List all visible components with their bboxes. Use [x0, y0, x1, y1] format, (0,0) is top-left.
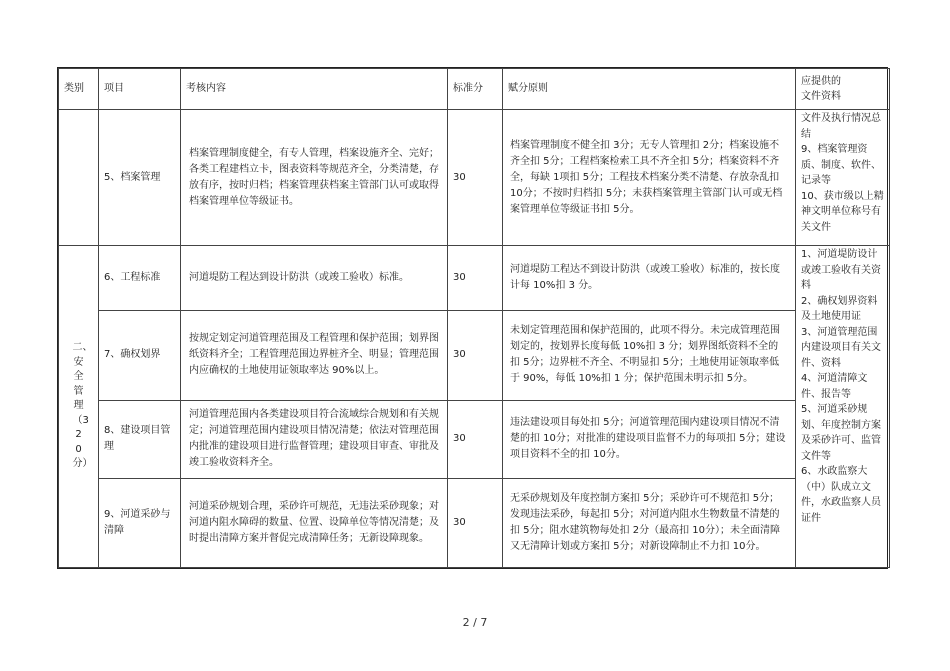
assessment-table-sheet	[57, 67, 888, 569]
category-label: 二、安全管理（320分）	[72, 342, 93, 470]
row-rule: 河道堤防工程达不到设计防洪（或竣工验收）标准的，按长度计每 10%扣 3 分。	[503, 246, 796, 311]
row-item: 9、河道采砂与清障	[99, 479, 181, 568]
table-row	[59, 400, 890, 479]
row-item: 6、工程标准	[99, 246, 181, 311]
row-content: 河道采砂规划合理，采砂许可规范，无违法采砂现象；对河道内阻水障碍的数量、位置、设障单位等情况清楚；及时提出清障方案并督促完成清障任务；无新设障现象。	[181, 479, 448, 568]
materials-item: 4、河道清障文件、报告等	[801, 373, 868, 400]
row-content: 档案管理制度健全，有专人管理，档案设施齐全、完好；各类工程建档立卡，图表资料等规范齐全，分类清楚，存放有序，按时归档；档案管理获档案主管部门认可或取得档案管理单位等级证书。	[181, 110, 448, 246]
materials-item: 2、确权划界资料及土地使用证	[801, 295, 878, 323]
row-rule: 档案管理制度不健全扣 3分；无专人管理扣 2分；档案设施不齐全扣 5分；工程档案检索工具不齐全扣 5分；档案资料不齐全，每缺 1项扣 5分；工程技术档案分类不清楚、存放杂乱扣 10分；不按时归档扣 5分；未获档案管理主管部门认可或无档案管理单位等级证书扣 5分。	[503, 110, 796, 246]
category-cell	[59, 246, 99, 568]
row-score: 30	[448, 246, 503, 311]
row-score: 30	[448, 479, 503, 568]
header-item: 项目	[99, 69, 181, 110]
row-content: 河道管理范围内各类建设项目符合流域综合规划和有关规定；河道管理范围内建设项目情况清楚；依法对管理范围内批准的建设项目进行监督管理；建设项目审查、审批及竣工验收资料齐全。	[181, 400, 448, 479]
row-item: 7、确权划界	[99, 310, 181, 400]
row-score: 30	[448, 110, 503, 246]
row-rule: 未划定管理范围和保护范围的，此项不得分。未完成管理范围划定的，按划界长度每低 10%扣 3 分；划界图纸资料不全的扣 5分；边界桩不齐全、不明显扣 5分；土地使用证领取率低于 90%，每低 10%扣 1 分；保护范围未明示扣 5分。	[503, 310, 796, 400]
header-rule: 赋分原则	[503, 69, 796, 110]
row-rule: 无采砂规划及年度控制方案扣 5分；采砂许可不规范扣 5分；发现违法采砂，每起扣 5分；对河道内阻水生物数量不清楚的扣 5分；阻水建筑物每处扣 2分（最高扣 10分）；未全面清障又无清障计划或方案扣 5分；对新设障制止不力扣 10分。	[503, 479, 796, 568]
materials-cell-group	[796, 246, 890, 568]
row-content: 按规定划定河道管理范围及工程管理和保护范围；划界图纸资料齐全；工程管理范围边界桩齐全、明显；管理范围内应确权的土地使用证领取率达 90%以上。	[181, 310, 448, 400]
header-content: 考核内容	[181, 69, 448, 110]
materials-item: 6、水政监察大（中）队成立文件，水政监察人员证件	[801, 466, 881, 524]
materials-item: 1、河道堤防设计或竣工验收有关资料	[801, 249, 881, 292]
header-category: 类别	[59, 69, 99, 110]
header-materials: 应提供的 文件资料	[796, 69, 890, 110]
materials-item: 3、河道管理范围内建设项目有关文件、资料	[801, 326, 881, 369]
materials-cell-archive: 文件及执行情况总结 9、档案管理资质、制度、软件、记录等 10、获市级以上精神文明单位称号有关文件	[796, 110, 890, 246]
row-item: 8、建设项目管理	[99, 400, 181, 479]
table-row	[59, 310, 890, 400]
materials-item: 5、河道采砂规划、年度控制方案及采砂许可、监管文件等	[801, 404, 881, 462]
row-item: 5、档案管理	[99, 110, 181, 246]
table-row	[59, 246, 890, 311]
row-score: 30	[448, 310, 503, 400]
row-rule: 违法建设项目每处扣 5分；河道管理范围内建设项目情况不清楚的扣 10分；对批准的建设项目监督不力的每项扣 5分；建设项目资料不全的扣 10分。	[503, 400, 796, 479]
header-score: 标准分	[448, 69, 503, 110]
table-row	[59, 479, 890, 568]
category-cell-empty	[59, 110, 99, 246]
row-content: 河道堤防工程达到设计防洪（或竣工验收）标准。	[181, 246, 448, 311]
header-row	[59, 69, 890, 110]
row-score: 30	[448, 400, 503, 479]
assessment-table	[58, 68, 890, 568]
page-number: 2 / 7	[462, 616, 488, 629]
table-row	[59, 110, 890, 246]
